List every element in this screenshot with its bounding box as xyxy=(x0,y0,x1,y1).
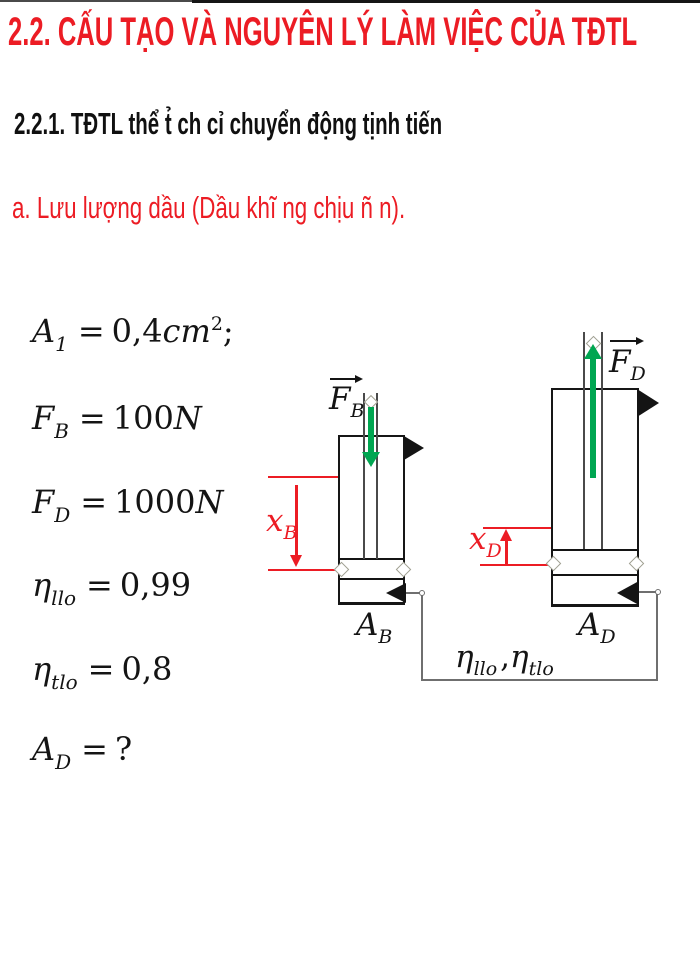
formula-row xyxy=(32,566,192,610)
pipe-stub-b xyxy=(406,592,420,594)
formula-value: 0,99 xyxy=(119,566,192,604)
formula-row xyxy=(32,650,173,694)
formula-value: 0,4 xyxy=(111,312,163,350)
formula-symbol: F xyxy=(32,399,55,437)
cylinder-d-piston-bottom-line xyxy=(551,574,639,576)
stroke-d-arrow-shaft xyxy=(505,541,508,564)
force-d-symbol: F xyxy=(609,344,631,380)
formula-value: 0,8 xyxy=(121,650,173,688)
stroke-d-symbol: x xyxy=(469,521,487,557)
force-arrow-up-head-icon xyxy=(584,344,602,359)
formula-row xyxy=(32,312,234,356)
area-b-subscript: B xyxy=(378,626,393,648)
section-heading-a: a. Lưu lượng dầu (Dầu khĩ ng chịu ñ n). xyxy=(12,190,406,225)
equals-sign: = xyxy=(78,399,106,437)
slide-subtitle: 2.2.1. TĐTL thể t̉ ch cỉ chuyển động tịnh tiến xyxy=(14,106,443,141)
vector-bar-icon xyxy=(610,340,636,342)
formula-symbol: F xyxy=(32,483,55,521)
top-edge-line-dark xyxy=(192,0,700,3)
port-triangle-right-icon xyxy=(637,389,659,417)
formula-symbol: A xyxy=(32,730,56,768)
force-b-subscript: B xyxy=(350,400,365,422)
equals-sign: = xyxy=(86,566,113,604)
formula-row xyxy=(32,730,133,774)
formula-value: ? xyxy=(114,730,133,768)
formula-value: 100 xyxy=(112,399,174,437)
comma: , xyxy=(500,639,511,675)
pipe-left-vertical xyxy=(421,595,423,680)
force-b-symbol: F xyxy=(329,381,351,417)
stroke-b-bottom-line xyxy=(268,569,340,571)
area-b-label xyxy=(356,607,395,648)
stroke-d-arrowhead-up-icon xyxy=(500,529,512,541)
equals-sign: = xyxy=(80,483,108,521)
force-d-label xyxy=(609,344,649,385)
force-arrow-down-head-icon xyxy=(362,452,380,467)
formula-unit: N xyxy=(195,483,224,521)
equals-sign: = xyxy=(77,312,105,350)
stroke-b-label xyxy=(266,503,300,544)
area-b-symbol: A xyxy=(356,607,379,643)
area-d-label xyxy=(578,607,619,648)
eta-tlo-subscript: tlo xyxy=(528,658,554,680)
force-b-label xyxy=(329,381,367,422)
force-d-subscript: D xyxy=(630,363,646,385)
slide-title: 2.2. CẤU TẠO VÀ NGUYÊN LÝ LÀM VIỆC CỦA TĐTL xyxy=(8,10,638,54)
stroke-b-top-line xyxy=(268,476,338,478)
formula-row xyxy=(32,483,224,527)
stroke-d-subscript: D xyxy=(486,540,502,562)
formula-subscript: tlo xyxy=(51,670,78,694)
area-d-subscript: D xyxy=(600,626,616,648)
force-arrow-down-icon xyxy=(368,407,374,452)
formula-subscript: B xyxy=(54,419,69,443)
port-triangle-left-icon xyxy=(386,583,406,603)
pipe-efficiency-label xyxy=(455,639,557,680)
eta-tlo-symbol: η xyxy=(510,639,529,675)
area-d-symbol: A xyxy=(578,607,601,643)
stroke-d-bottom-line xyxy=(480,564,549,566)
port-triangle-left-icon xyxy=(617,581,639,605)
pipe-right-vertical xyxy=(656,594,658,680)
equals-sign: = xyxy=(87,650,115,688)
stroke-b-symbol: x xyxy=(266,503,284,539)
stroke-b-arrowhead-down-icon xyxy=(290,555,302,567)
formula-symbol: η xyxy=(32,650,52,688)
port-triangle-right-icon xyxy=(404,436,424,460)
cylinder-d-piston-top-line xyxy=(551,549,639,551)
cylinder-b-piston-bottom-line xyxy=(338,578,405,580)
formula-subscript: llo xyxy=(51,586,77,610)
formula-subscript: D xyxy=(55,750,72,774)
formula-row xyxy=(32,399,202,443)
eta-llo-symbol: η xyxy=(455,639,474,675)
formula-symbol: η xyxy=(32,566,52,604)
formula-subscript: 1 xyxy=(55,332,68,356)
formula-unit: N xyxy=(173,399,202,437)
formula-superscript: 2 xyxy=(210,313,223,335)
formula-symbol: A xyxy=(32,312,56,350)
formula-punct: ; xyxy=(222,312,234,350)
vector-bar-icon xyxy=(330,378,355,380)
formula-unit: cm xyxy=(162,312,211,350)
formula-value: 1000 xyxy=(114,483,196,521)
equals-sign: = xyxy=(81,730,108,768)
stroke-b-subscript: B xyxy=(283,522,298,544)
eta-llo-subscript: llo xyxy=(473,658,498,680)
pipe-stub-d xyxy=(639,591,656,593)
formula-subscript: D xyxy=(54,503,71,527)
force-arrow-up-icon xyxy=(590,359,596,478)
